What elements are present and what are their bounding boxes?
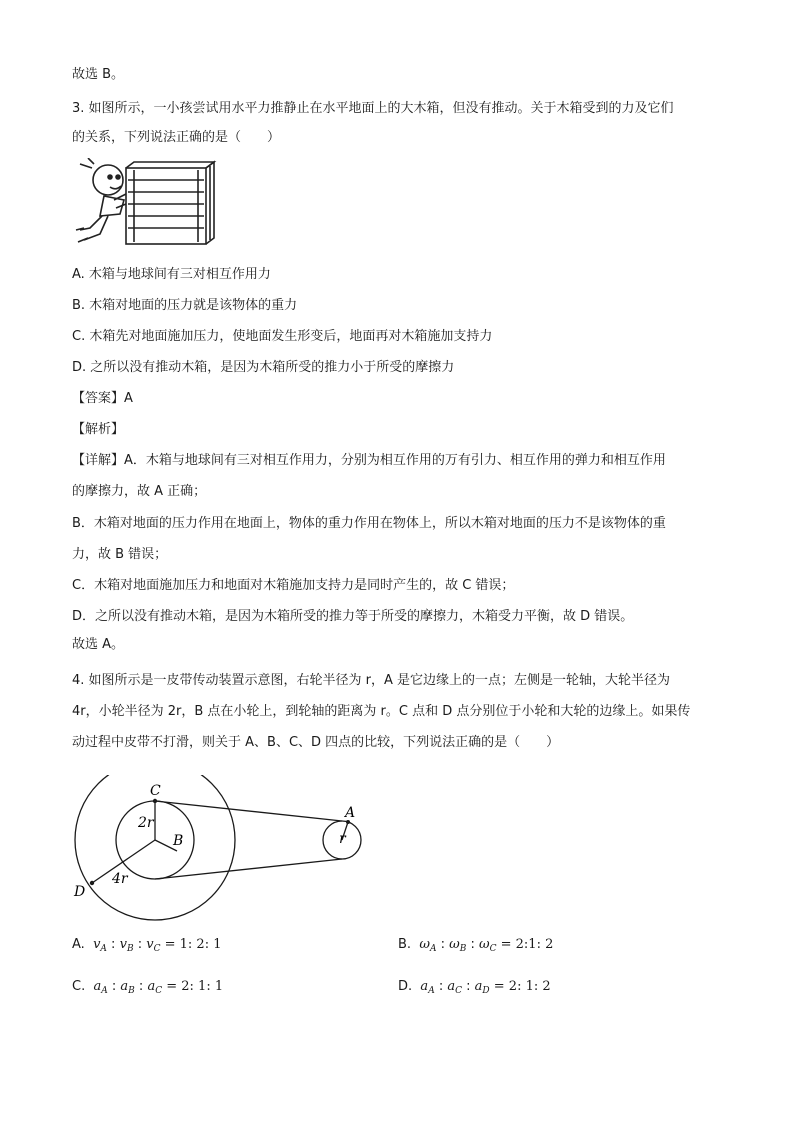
q3-stem-line2: 的关系，下列说法正确的是（ ） — [72, 130, 281, 145]
label-b: B — [173, 833, 184, 849]
q4-option-c: C. $a_A$ : $a_B$ : $a_C = 2$: 1: 1 — [72, 979, 224, 996]
q3-detail-line1: 【详解】A．木箱与地球间有三对相互作用力，分别为相互作用的万有引力、相互作用的弹力和相互作用 — [72, 453, 666, 468]
answer-label: 【答案】 — [72, 391, 125, 406]
q3-answer — [72, 390, 133, 408]
q4-stem-line3: 动过程中皮带不打滑，则关于 A、B、C、D 四点的比较，下列说法正确的是（ ） — [72, 735, 560, 750]
point-d — [90, 881, 94, 885]
q3-detail-line3: B．木箱对地面的压力作用在地面上，物体的重力作用在物体上，所以木箱对地面的压力不是该物体的重 — [72, 516, 666, 531]
belt-bottom — [155, 859, 342, 879]
q3-option-a: A. 木箱与地球间有三对相互作用力 — [72, 267, 271, 282]
q3-figure-child-pushing-crate — [70, 158, 220, 250]
point-c — [153, 799, 157, 803]
label-c: C — [150, 783, 161, 799]
q4-option-d: D. $a_A$ : $a_C$ : $a_D = 2$: 1: 2 — [398, 979, 551, 996]
q3-conclusion: 故选 A。 — [72, 637, 125, 652]
label-a: A — [345, 805, 356, 821]
q3-option-b: B. 木箱对地面的压力就是该物体的重力 — [72, 298, 298, 313]
q4-figure-belt-drive — [70, 775, 370, 925]
q3-detail-line5: C．木箱对地面施加压力和地面对木箱施加支持力是同时产生的，故 C 错误； — [72, 578, 515, 593]
label-d: D — [74, 884, 86, 900]
q4-option-a: A. $v_A$ : $v_B$ : $v_C = 1$: 2: 1 — [72, 937, 222, 954]
q3-option-c: C. 木箱先对地面施加压力，使地面发生形变后，地面再对木箱施加支持力 — [72, 329, 493, 344]
q3-detail-line4: 力，故 B 错误； — [72, 547, 168, 562]
label-r: r — [339, 831, 346, 847]
q4-stem-line1: 4. 如图所示是一皮带传动装置示意图，右轮半径为 r，A 是它边缘上的一点；左侧是一轮轴，大轮半径为 — [72, 673, 671, 688]
q4-option-b: B. $\omega_A$ : $\omega_B$ : $\omega_C$ = 2:1: 2 — [398, 937, 554, 954]
label-2r: 2r — [138, 815, 154, 831]
q4-stem-line2: 4r，小轮半径为 2r，B 点在小轮上，到轮轴的距离为 r。C 点和 D 点分别位于小轮和大轮的边缘上。如果传 — [72, 704, 691, 719]
answer-value: A — [124, 391, 133, 406]
prev-conclusion: 故选 B。 — [72, 67, 125, 82]
crate-icon — [126, 162, 214, 244]
q3-option-d: D. 之所以没有推动木箱，是因为木箱所受的推力小于所受的摩擦力 — [72, 360, 455, 375]
q3-analysis-label: 【解析】 — [72, 422, 125, 437]
q3-detail-line2: 的摩擦力，故 A 正确； — [72, 484, 207, 499]
label-4r: 4r — [112, 871, 128, 887]
belt-top — [155, 801, 342, 821]
q3-stem-line1: 3. 如图所示，一小孩尝试用水平力推静止在水平地面上的大木箱，但没有推动。关于木箱受到的力及它们 — [72, 101, 674, 116]
child-icon — [76, 158, 126, 242]
q3-detail-line6: D．之所以没有推动木箱，是因为木箱所受的推力等于所受的摩擦力，木箱受力平衡，故 D 错误。 — [72, 609, 634, 624]
